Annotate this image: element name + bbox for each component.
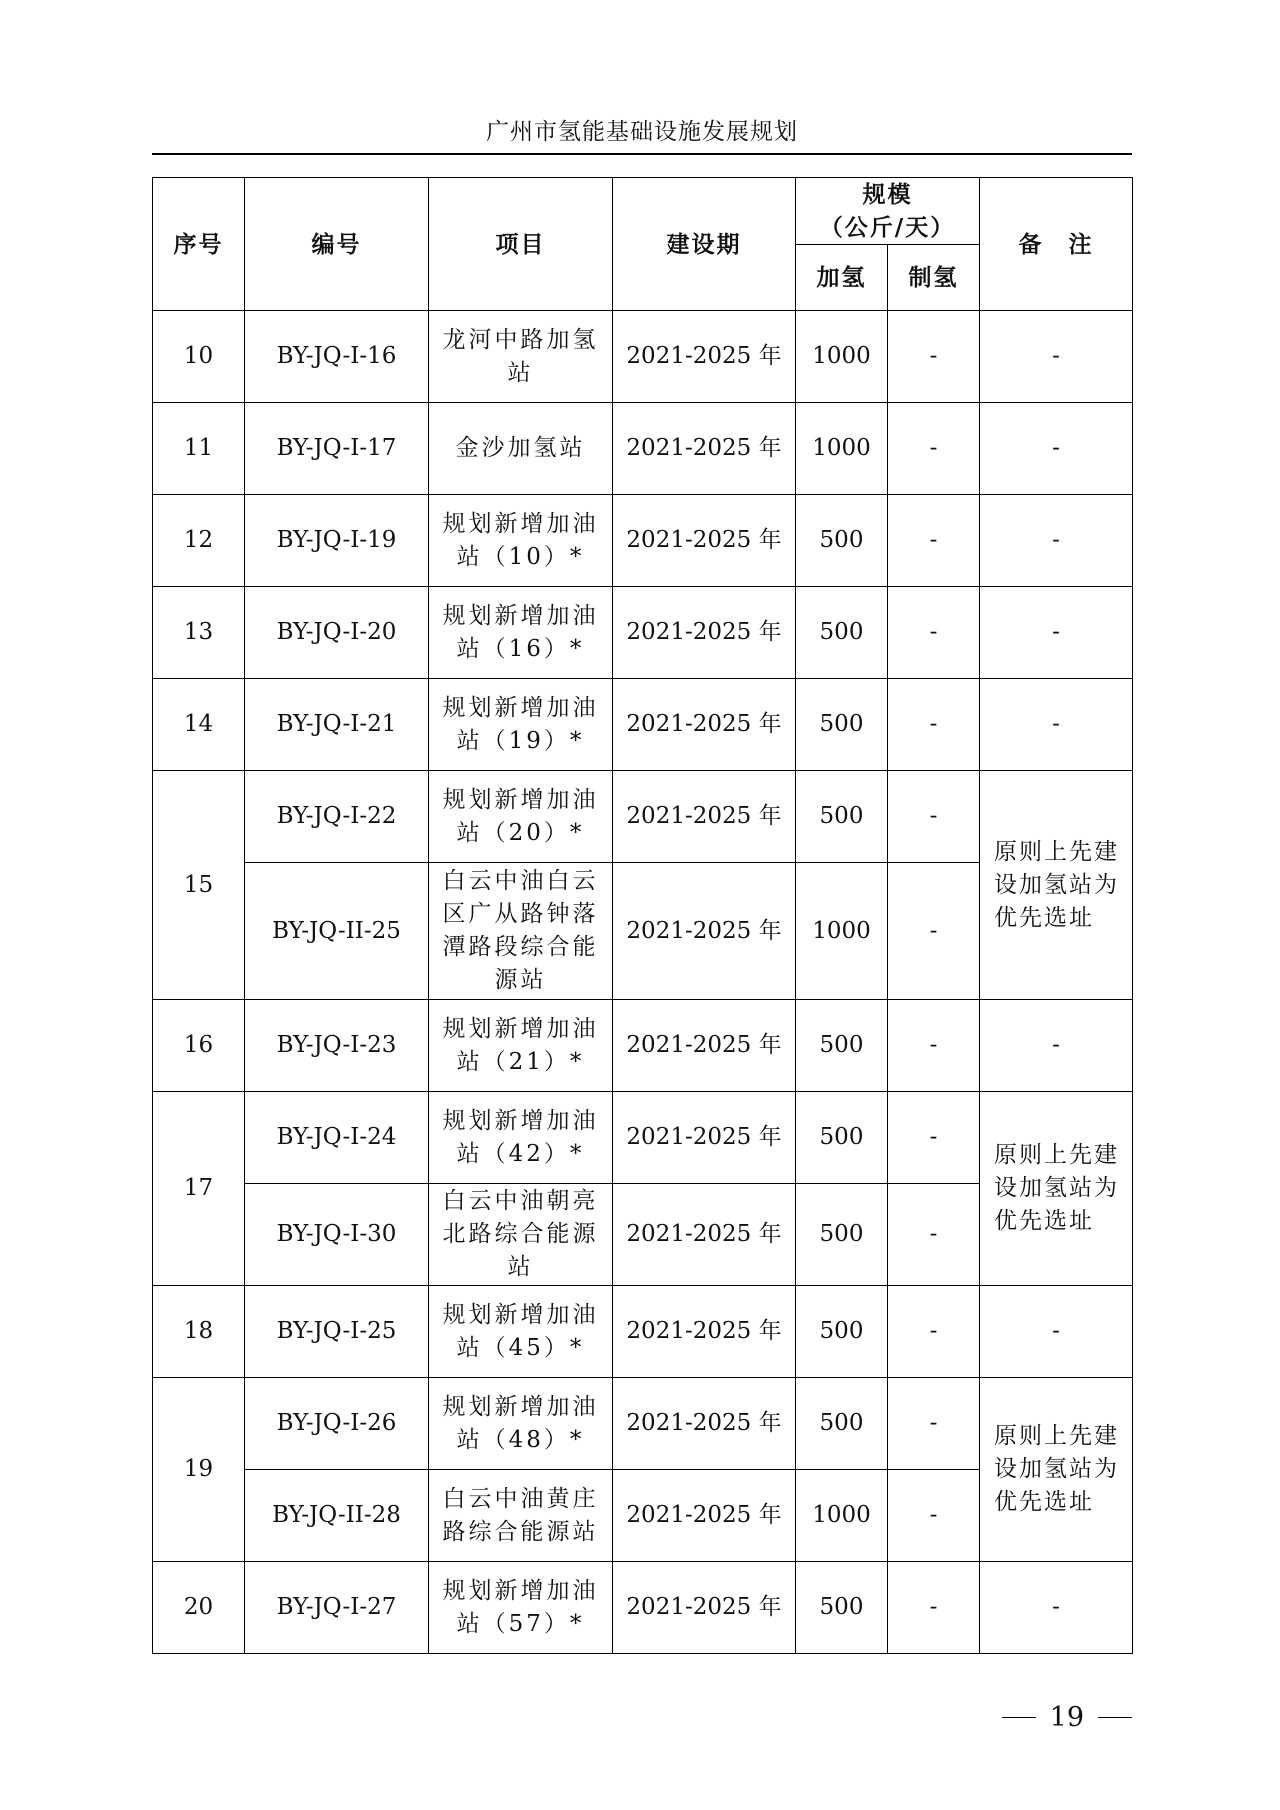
cell-period: 2021-2025 年 [613,1184,796,1286]
cell-seq: 13 [153,587,245,679]
cell-project: 规划新增加油站（16）* [429,587,613,679]
cell-seq: 17 [153,1092,245,1286]
cell-seq: 19 [153,1378,245,1562]
cell-period: 2021-2025 年 [613,771,796,863]
cell-refuel: 500 [796,1184,888,1286]
cell-seq: 12 [153,495,245,587]
cell-seq: 14 [153,679,245,771]
cell-project: 金沙加氢站 [429,403,613,495]
cell-period: 2021-2025 年 [613,1286,796,1378]
cell-code: BY-JQ-I-22 [245,771,429,863]
cell-project: 白云中油白云区广从路钟落潭路段综合能源站 [429,863,613,1000]
header-project: 项目 [429,178,613,311]
cell-period: 2021-2025 年 [613,1470,796,1562]
cell-seq: 18 [153,1286,245,1378]
table-row [153,311,1133,403]
cell-code: BY-JQ-I-19 [245,495,429,587]
page-number [1002,1702,1132,1733]
cell-produce: - [888,1562,980,1654]
cell-remark: - [980,587,1133,679]
cell-refuel: 1000 [796,1470,888,1562]
cell-refuel: 500 [796,587,888,679]
header-scale-unit: （公斤/天） [819,214,956,241]
cell-produce: - [888,1184,980,1286]
cell-produce: - [888,587,980,679]
page-number-dash-left [1002,1717,1036,1718]
header-scale-label: 规模 [862,181,913,208]
cell-project: 规划新增加油站（21）* [429,1000,613,1092]
cell-refuel: 500 [796,495,888,587]
header-produce: 制氢 [888,245,980,311]
cell-code: BY-JQ-I-27 [245,1562,429,1654]
header-remark: 备 注 [980,178,1133,311]
table-row [153,403,1133,495]
cell-produce: - [888,1470,980,1562]
page-header-title: 广州市氢能基础设施发展规划 [486,119,798,145]
header-period: 建设期 [613,178,796,311]
cell-project: 白云中油朝亮北路综合能源站 [429,1184,613,1286]
cell-refuel: 500 [796,1378,888,1470]
cell-refuel: 500 [796,1000,888,1092]
cell-refuel: 1000 [796,403,888,495]
cell-code: BY-JQ-I-24 [245,1092,429,1184]
cell-produce: - [888,403,980,495]
cell-code: BY-JQ-I-17 [245,403,429,495]
cell-remark: - [980,1562,1133,1654]
cell-seq: 16 [153,1000,245,1092]
cell-produce: - [888,1000,980,1092]
cell-refuel: 500 [796,1286,888,1378]
cell-period: 2021-2025 年 [613,403,796,495]
table-row [153,1000,1133,1092]
cell-refuel: 500 [796,1562,888,1654]
cell-produce: - [888,495,980,587]
cell-refuel: 500 [796,771,888,863]
page-number-dash-right [1098,1717,1132,1718]
cell-project: 规划新增加油站（45）* [429,1286,613,1378]
cell-project: 规划新增加油站（42）* [429,1092,613,1184]
cell-produce: - [888,1378,980,1470]
cell-period: 2021-2025 年 [613,679,796,771]
cell-period: 2021-2025 年 [613,863,796,1000]
cell-produce: - [888,1092,980,1184]
cell-remark: 原则上先建设加氢站为优先选址 [980,771,1133,1000]
cell-remark: - [980,311,1133,403]
cell-code: BY-JQ-II-28 [245,1470,429,1562]
cell-produce: - [888,679,980,771]
cell-remark: - [980,1286,1133,1378]
cell-code: BY-JQ-I-20 [245,587,429,679]
cell-refuel: 1000 [796,863,888,1000]
cell-produce: - [888,311,980,403]
cell-remark: - [980,1000,1133,1092]
cell-seq: 20 [153,1562,245,1654]
header-scale [796,178,980,245]
table-row [153,771,1133,863]
cell-project: 白云中油黄庄路综合能源站 [429,1470,613,1562]
table-row [153,587,1133,679]
header-divider [152,153,1132,155]
table-row [153,679,1133,771]
table-row [153,1562,1133,1654]
cell-code: BY-JQ-I-30 [245,1184,429,1286]
cell-remark: - [980,403,1133,495]
cell-period: 2021-2025 年 [613,1562,796,1654]
page-number-value: 19 [1049,1702,1084,1733]
table-row [153,1092,1133,1184]
cell-remark: - [980,495,1133,587]
header-seq: 序号 [153,178,245,311]
cell-project: 龙河中路加氢站 [429,311,613,403]
station-plan-table [152,177,1133,1654]
header-refuel: 加氢 [796,245,888,311]
cell-refuel: 1000 [796,311,888,403]
header-code: 编号 [245,178,429,311]
table-row [153,1378,1133,1470]
cell-produce: - [888,1286,980,1378]
cell-remark: 原则上先建设加氢站为优先选址 [980,1092,1133,1286]
cell-remark: - [980,679,1133,771]
cell-period: 2021-2025 年 [613,495,796,587]
cell-project: 规划新增加油站（10）* [429,495,613,587]
table-header-row [153,178,1133,245]
cell-code: BY-JQ-I-23 [245,1000,429,1092]
cell-project: 规划新增加油站（48）* [429,1378,613,1470]
table-row [153,495,1133,587]
cell-code: BY-JQ-I-21 [245,679,429,771]
cell-period: 2021-2025 年 [613,1378,796,1470]
cell-period: 2021-2025 年 [613,1092,796,1184]
cell-period: 2021-2025 年 [613,311,796,403]
cell-seq: 10 [153,311,245,403]
cell-code: BY-JQ-II-25 [245,863,429,1000]
cell-produce: - [888,863,980,1000]
table-row [153,1286,1133,1378]
cell-period: 2021-2025 年 [613,587,796,679]
cell-period: 2021-2025 年 [613,1000,796,1092]
cell-seq: 11 [153,403,245,495]
cell-code: BY-JQ-I-25 [245,1286,429,1378]
cell-code: BY-JQ-I-16 [245,311,429,403]
cell-project: 规划新增加油站（19）* [429,679,613,771]
cell-refuel: 500 [796,679,888,771]
cell-refuel: 500 [796,1092,888,1184]
cell-remark: 原则上先建设加氢站为优先选址 [980,1378,1133,1562]
cell-produce: - [888,771,980,863]
cell-seq: 15 [153,771,245,1000]
cell-project: 规划新增加油站（57）* [429,1562,613,1654]
cell-project: 规划新增加油站（20）* [429,771,613,863]
cell-code: BY-JQ-I-26 [245,1378,429,1470]
